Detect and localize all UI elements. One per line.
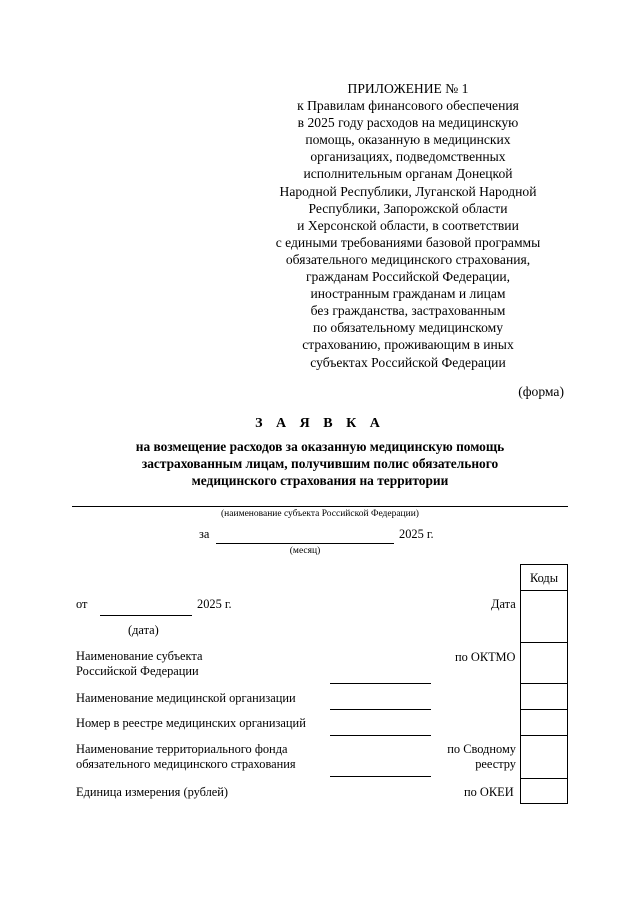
subject-name-line[interactable] — [72, 506, 568, 507]
appendix-line: гражданам Российской Федерации, — [305, 269, 511, 285]
subtitle-line: застрахованным лицам, получившим полис обязательного — [141, 456, 499, 471]
appendix-title: ПРИЛОЖЕНИЕ № 1 — [347, 81, 469, 96]
fund-input-line[interactable] — [330, 776, 431, 777]
appendix-line: в 2025 году расходов на медицинскую — [297, 115, 519, 131]
appendix-line: Республики, Запорожской области — [308, 200, 508, 216]
subject-name-caption: (наименование субъекта Российской Федерации) — [221, 509, 419, 519]
fund-label — [76, 742, 296, 772]
appendix-line: по обязательному медицинскому — [312, 320, 504, 336]
registry-label: Номер в реестре медицинских организаций — [76, 716, 306, 730]
document-subtitle — [60, 438, 580, 489]
subtitle-line: на возмещение расходов за оказанную медицинскую помощь — [135, 439, 505, 454]
date-year: 2025 г. — [197, 597, 232, 611]
month-input-line[interactable] — [216, 543, 394, 544]
fund-code-cell[interactable] — [520, 735, 568, 779]
org-input-line[interactable] — [330, 709, 431, 710]
registry-input-line[interactable] — [330, 735, 431, 736]
date-caption: (дата) — [128, 623, 159, 637]
okei-label: по ОКЕИ — [464, 785, 514, 799]
subject-label — [76, 649, 202, 679]
org-code-cell[interactable] — [520, 683, 568, 710]
fund-code-label — [440, 742, 516, 772]
appendix-line: страхованию, проживающим в иных — [302, 337, 514, 353]
appendix-line: исполнительным органам Донецкой — [303, 166, 513, 182]
date-code-cell[interactable] — [520, 590, 568, 643]
appendix-line: и Херсонской области, в соответствии — [297, 217, 519, 233]
date-prefix: от — [76, 597, 88, 611]
subject-label-line: Российской Федерации — [76, 664, 199, 678]
registry-code-cell[interactable] — [520, 709, 568, 736]
document-title: З А Я В К А — [255, 416, 385, 431]
okei-code-cell[interactable] — [520, 778, 568, 804]
appendix-line: помощь, оказанную в медицинских — [305, 132, 511, 148]
period-prefix: за — [199, 527, 210, 541]
appendix-line: с едиными требованиями базовой программы — [275, 234, 541, 250]
period-year: 2025 г. — [399, 527, 434, 541]
date-input-line[interactable] — [100, 615, 192, 616]
subject-input-line[interactable] — [330, 683, 431, 684]
appendix-line: без гражданства, застрахованным — [310, 303, 506, 319]
oktmo-code-cell[interactable] — [520, 642, 568, 684]
appendix-line: организациях, подведомственных — [310, 149, 506, 165]
form-label: (форма) — [518, 384, 564, 399]
appendix-line: иностранным гражданам и лицам — [310, 286, 506, 302]
appendix-header — [248, 80, 568, 371]
oktmo-label: по ОКТМО — [455, 650, 516, 664]
date-code-label: Дата — [491, 597, 516, 611]
appendix-line: обязательного медицинского страхования, — [285, 251, 531, 267]
appendix-line: Народной Республики, Луганской Народной — [279, 183, 537, 199]
appendix-line: субъектах Российской Федерации — [310, 354, 506, 370]
fund-label-line: обязательного медицинского страхования — [76, 757, 296, 771]
org-label: Наименование медицинской организации — [76, 691, 296, 705]
month-caption: (месяц) — [289, 546, 321, 556]
codes-header: Коды — [520, 564, 568, 591]
unit-label: Единица измерения (рублей) — [76, 785, 229, 799]
subject-label-line: Наименование субъекта — [76, 649, 203, 663]
fund-code-label-line: по Сводному — [447, 742, 516, 756]
fund-label-line: Наименование территориального фонда — [76, 742, 288, 756]
subtitle-line: медицинского страхования на территории — [191, 473, 449, 488]
appendix-line: к Правилам финансового обеспечения — [297, 98, 519, 114]
fund-code-label-line: реестру — [475, 757, 516, 771]
